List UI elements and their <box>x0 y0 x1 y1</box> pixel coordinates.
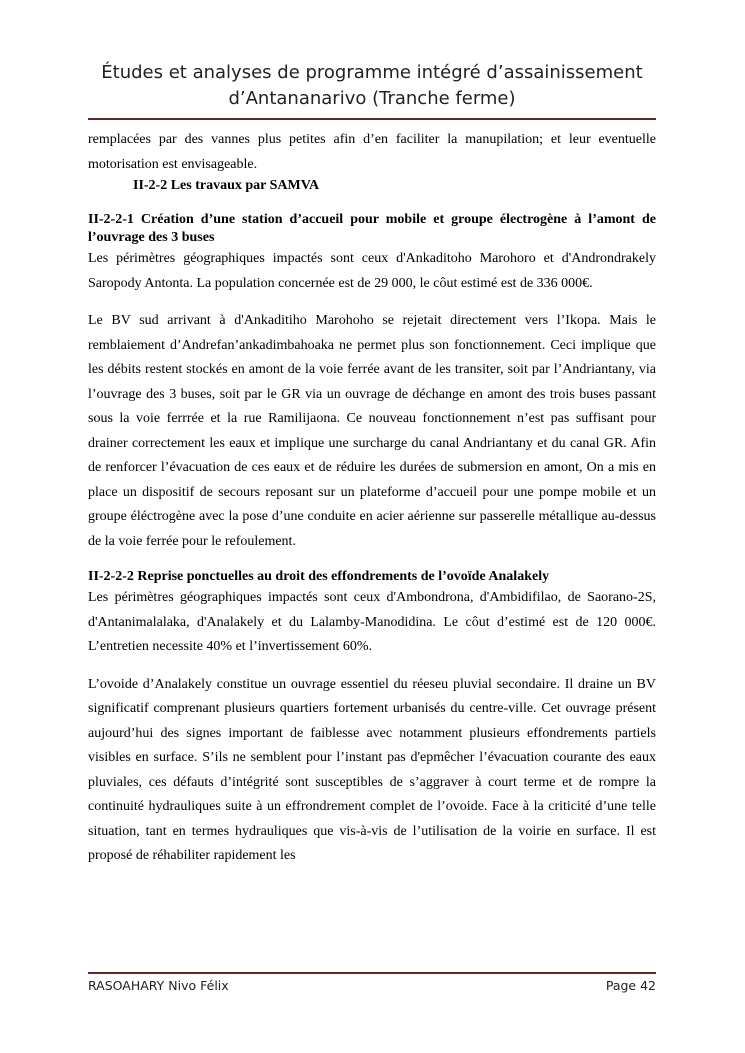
footer-rule <box>88 972 656 974</box>
footer-page-number: Page 42 <box>605 978 656 993</box>
continuation-paragraph: remplacées par des vannes plus petites afin d’en faciliter la manupilation; et leur eventuelle motorisation est envisageable. <box>88 132 656 172</box>
header-title-line-1: Études et analyses de programme intégré d’assainissement <box>101 62 643 83</box>
subsection-heading: II-2-2 Les travaux par SAMVA <box>133 178 320 193</box>
section-2-paragraph-1: Les périmètres géographiques impactés sont ceux d'Ambondrona, d'Ambidifilao, de Saorano-2S, d'Antanimalalaka, d'Analakely et du Lalamby-Manodidina. Le côut d’estimé est de 120 000€. L’entretien necessite 40% et l’invertissement 60%. <box>88 590 656 654</box>
section-2-paragraph-2: L’ovoide d’Analakely constitue un ouvrage essentiel du réeseu pluvial secondaire. Il draine un BV significatif comprenant plusieurs quartiers fortement urbanisés du centre-ville. Cet ouvrage présent aujourd’hui des signes important de faiblesse avec notamment plusieurs effondrements partiels visibles en surface. S’ils ne semblent pour l’instant pas d'epmêcher l’évacuation courante des eaux pluviales, ces défauts d’intégrité sont susceptibles de s’aggraver à court terme et de rompre la continuité hydrauliques suite à un effrondrement complet de l’ovoide. Face à la criticité d’une telle situation, tant en termes hydrauliques que vis-à-vis de l’utilisation de la voirie en surface. Il est proposé de réhabiliter rapidement les <box>88 676 656 863</box>
header-title-line-2: d’Antananarivo (Tranche ferme) <box>228 88 516 109</box>
header-rule <box>88 118 656 120</box>
running-header <box>88 60 656 112</box>
section-heading-2-2-2: II-2-2-2 Reprise ponctuelles au droit des effondrements de l’ovoïde Analakely <box>88 569 550 584</box>
section-heading-2-2-1: II-2-2-1 Création d’une station d’accueil pour mobile et groupe électrogène à l’amont de l’ouvrage des 3 buses <box>88 212 656 245</box>
page-body <box>88 128 656 869</box>
section-1-paragraph-2: Le BV sud arrivant à d'Ankaditiho Marohoho se rejetait directement vers l’Ikopa. Mais le remblaiement d’Andrefan’ankadimbahoaka ne permet plus son fonctionnement. Ceci implique que les débits restent stockés en amont de la voie ferrée avant de les transiter, soit par l’Andriantany, via l’ouvrage des 3 buses, soit par le GR via un ouvrage de déchange en amont des trois buses passant sous la voie ferrrée et la rue Ramilijaona. Ce nouveau fonctionnement n’est pas suffisant pour drainer correctement les eaux et implique une surcharge du canal Andriantany et du canal GR. Afin de renforcer l’évacuation de ces eaux et de réduire les durées de submersion en amont, On a mis en place un dispositif de secours reposant sur un plateforme d’accueil pour une pompe mobile et un groupe éléctrogène avec la pose d’une conduite en acier aérienne sur passerelle métallique au-dessus de la voie ferrée pour le refoulement. <box>88 313 656 549</box>
footer-author: RASOAHARY Nivo Félix <box>88 978 229 993</box>
section-1-paragraph-1: Les périmètres géographiques impactés sont ceux d'Ankaditoho Marohoro et d'Androndrakely Saropody Antonta. La population concernée est de 29 000, le côut estimé est de 336 000€. <box>88 251 656 291</box>
